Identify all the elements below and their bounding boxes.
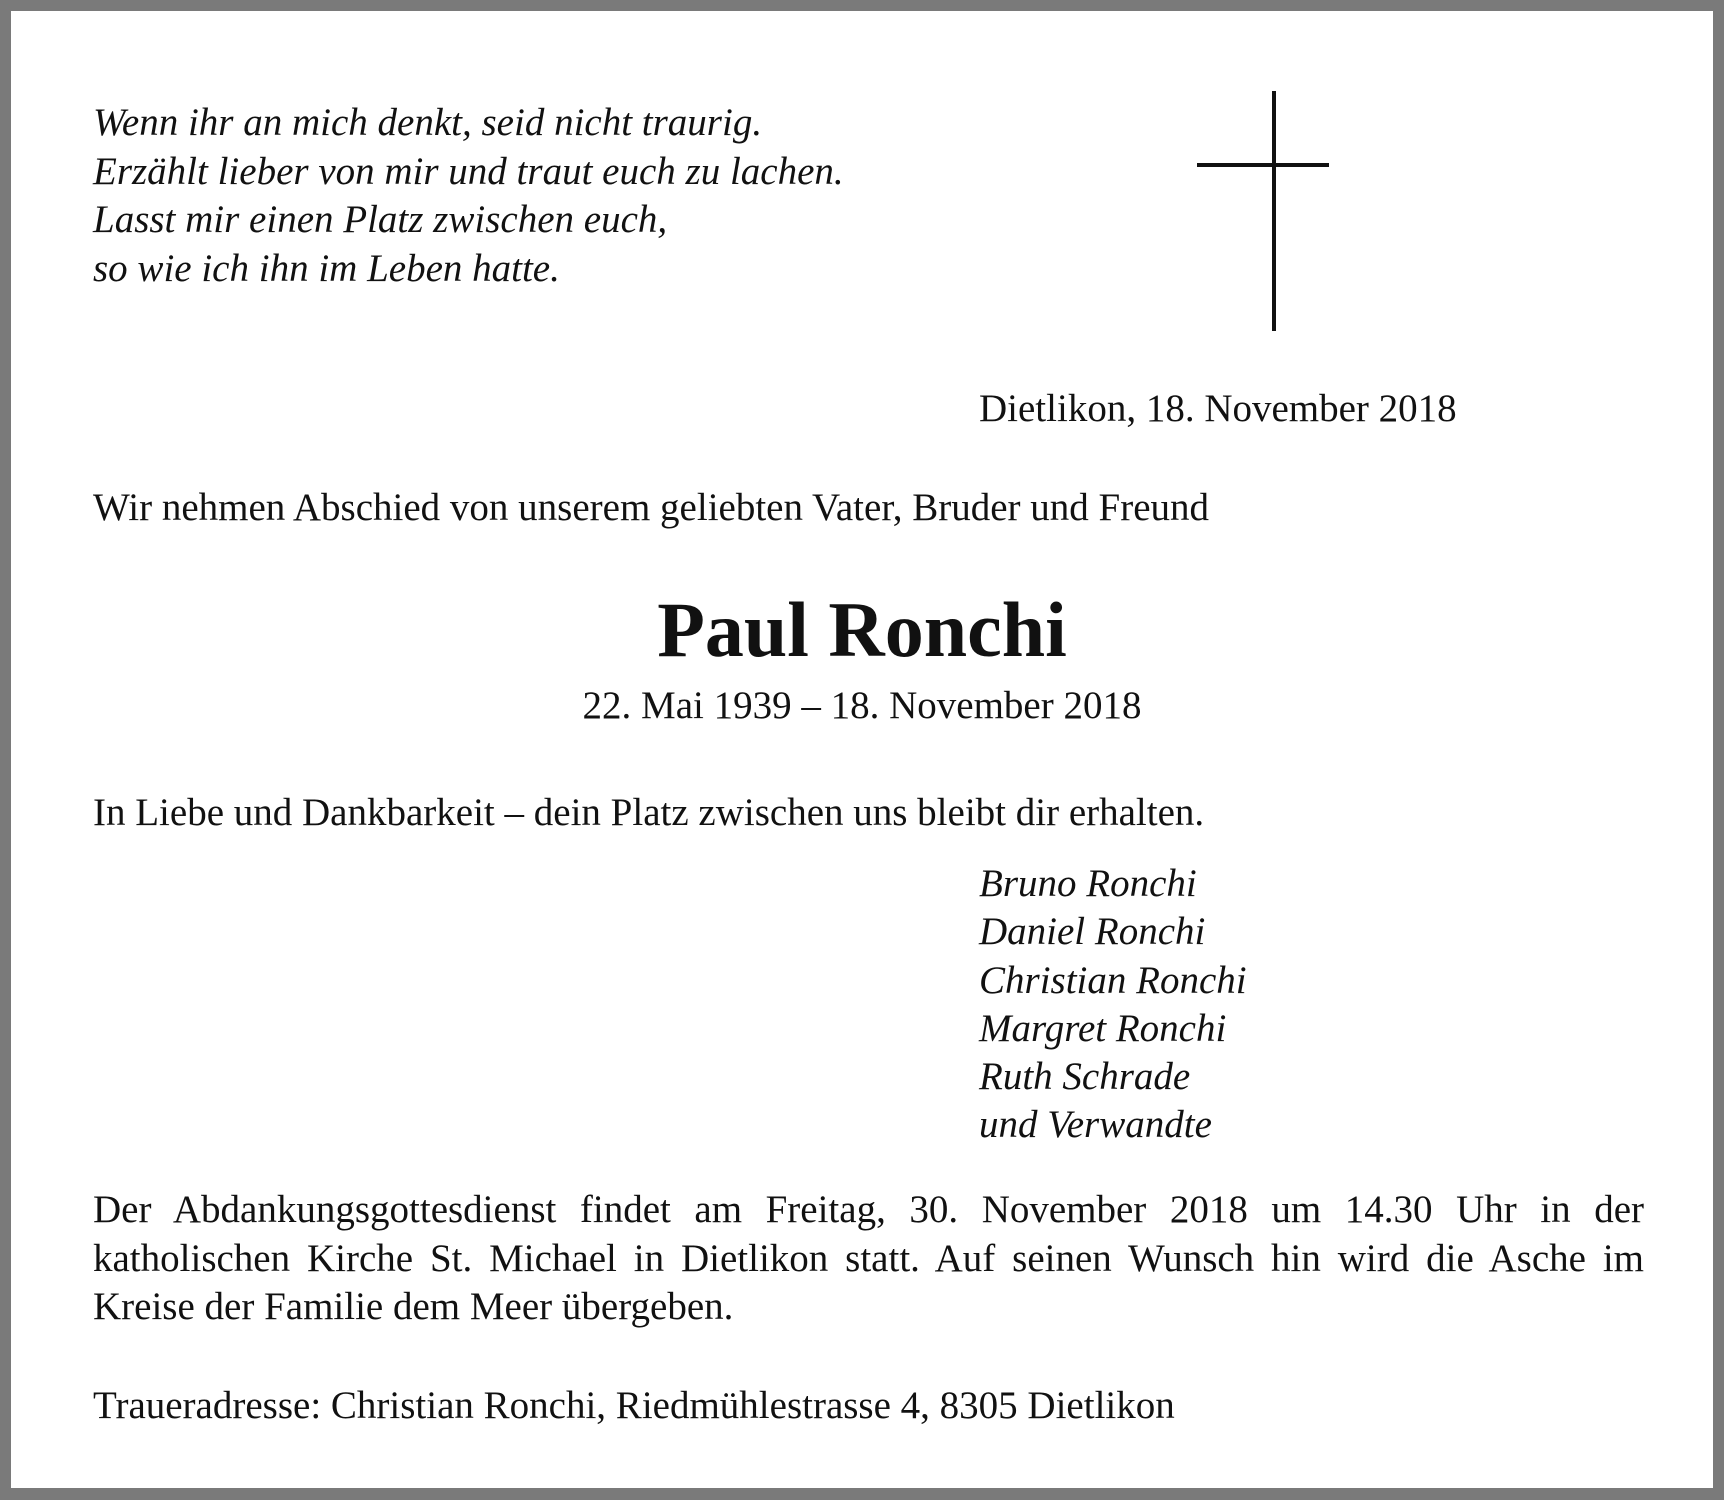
- mourners-list: [979, 860, 1247, 1150]
- mourning-address: Traueradresse: Christian Ronchi, Riedmühlestrasse 4, 8305 Dietlikon: [93, 1384, 1175, 1427]
- obituary-notice: [11, 11, 1713, 1488]
- life-dates: 22. Mai 1939 – 18. November 2018: [582, 684, 1142, 727]
- service-announcement: Der Abdankungsgottesdienst findet am Freitag, 30. November 2018 um 14.30 Uhr in der katholischen Kirche St. Michael in Dietlikon statt. Auf seinen Wunsch hin wird die Asche im Kreise der Familie dem Meer übergeben.: [93, 1188, 1644, 1328]
- mourner-name: und Verwandte: [979, 1103, 1212, 1147]
- poem-line: Erzählt lieber von mir und traut euch zu lachen.: [93, 149, 844, 193]
- deceased-name: Paul Ronchi: [657, 586, 1067, 673]
- poem-line: so wie ich ihn im Leben hatte.: [93, 246, 560, 290]
- mourner-name: Bruno Ronchi: [979, 862, 1197, 905]
- mourner-name: Ruth Schrade: [979, 1055, 1191, 1099]
- mourner-name: Christian Ronchi: [979, 958, 1247, 1002]
- memorial-poem: [93, 99, 844, 293]
- poem-line: Lasst mir einen Platz zwischen euch,: [93, 198, 668, 241]
- poem-line: Wenn ihr an mich denkt, seid nicht traurig.: [93, 101, 763, 144]
- farewell-intro: Wir nehmen Abschied von unserem geliebten Vater, Bruder und Freund: [93, 486, 1210, 529]
- cross-icon: [1197, 91, 1329, 336]
- mourner-name: Margret Ronchi: [979, 1006, 1227, 1050]
- place-and-date: Dietlikon, 18. November 2018: [979, 387, 1457, 430]
- dedication-line: In Liebe und Dankbarkeit – dein Platz zwischen uns bleibt dir erhalten.: [93, 791, 1205, 834]
- mourner-name: Daniel Ronchi: [979, 910, 1206, 954]
